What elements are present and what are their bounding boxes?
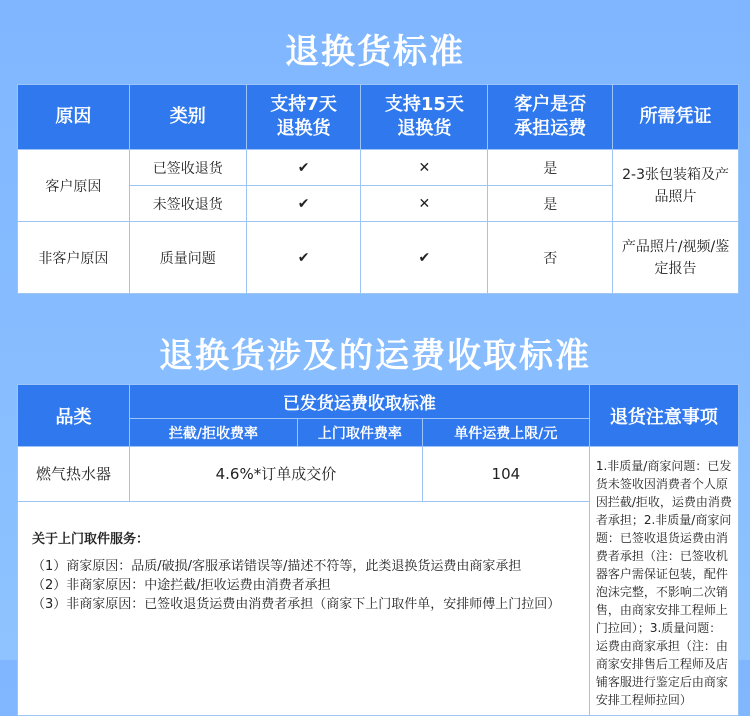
header-category: 品类 — [18, 385, 130, 447]
reason-cell: 非客户原因 — [18, 222, 130, 294]
header-freight: 客户是否 承担运费 — [488, 85, 613, 150]
table-row — [18, 447, 739, 502]
header-category: 类别 — [129, 85, 246, 150]
header-pickup-rate: 上门取件费率 — [297, 419, 422, 447]
table-row — [18, 150, 739, 186]
header-proof: 所需凭证 — [613, 85, 739, 150]
proof-cell: 产品照片/视频/鉴定报告 — [613, 222, 739, 294]
page-title: 退换货标准 — [285, 32, 465, 72]
freight-cell: 是 — [488, 150, 613, 186]
header-15day: 支持15天 退换货 — [361, 85, 488, 150]
return-standard-table — [17, 84, 739, 294]
table-header-row — [18, 385, 739, 419]
section-title: 退换货涉及的运费收取标准 — [159, 336, 591, 376]
cross-icon: ✕ — [361, 186, 488, 222]
category-cell: 未签收退货 — [129, 186, 246, 222]
notes-cell: 1.非质量/商家问题：已发货未签收因消费者个人原因拦截/拒收，运费由消费者承担；2.非质量/商家问题：已签收退货运费由消费者承担（注：已签收机器客户需保证包装，配件泡沫完整，不影响二次销售，由商家安排工程师上门拉回）；3.质量问题：运费由商家承担（注：由商家安排售后工程师及店铺客服进行鉴定后由商家安排工程师拉回） — [589, 447, 738, 716]
header-freight-standard: 已发货运费收取标准 — [129, 385, 589, 419]
freight-cell: 否 — [488, 222, 613, 294]
reason-cell: 客户原因 — [18, 150, 130, 222]
freight-standard-table — [17, 384, 739, 716]
check-icon: ✔ — [246, 150, 361, 186]
table-row — [18, 222, 739, 294]
freight-cell: 是 — [488, 186, 613, 222]
rate-cell: 4.6%*订单成交价 — [129, 447, 422, 502]
check-icon: ✔ — [361, 222, 488, 294]
category-cell: 质量问题 — [129, 222, 246, 294]
category-cell: 燃气热水器 — [18, 447, 130, 502]
category-cell: 已签收退货 — [129, 150, 246, 186]
check-icon: ✔ — [246, 222, 361, 294]
service-title: 关于上门取件服务： — [32, 531, 150, 547]
table-header-row — [18, 85, 739, 150]
cross-icon: ✕ — [361, 150, 488, 186]
header-cap: 单件运费上限/元 — [422, 419, 589, 447]
header-7day: 支持7天 退换货 — [246, 85, 361, 150]
check-icon: ✔ — [246, 186, 361, 222]
pickup-service-info — [18, 501, 590, 715]
header-intercept-rate: 拦截/拒收费率 — [129, 419, 297, 447]
service-line: （3）非商家原因：已签收退货运费由消费者承担（商家下上门取件单，安排师傅上门拉回） — [32, 596, 561, 612]
header-notes: 退货注意事项 — [589, 385, 738, 447]
header-reason: 原因 — [18, 85, 130, 150]
cap-cell: 104 — [422, 447, 589, 502]
service-line: （2）非商家原因：中途拦截/拒收运费由消费者承担 — [32, 577, 331, 593]
service-line: （1）商家原因：品质/破损/客服承诺错误等/描述不符等，此类退换货运费由商家承担 — [32, 558, 522, 574]
proof-cell: 2-3张包装箱及产品照片 — [613, 150, 739, 222]
